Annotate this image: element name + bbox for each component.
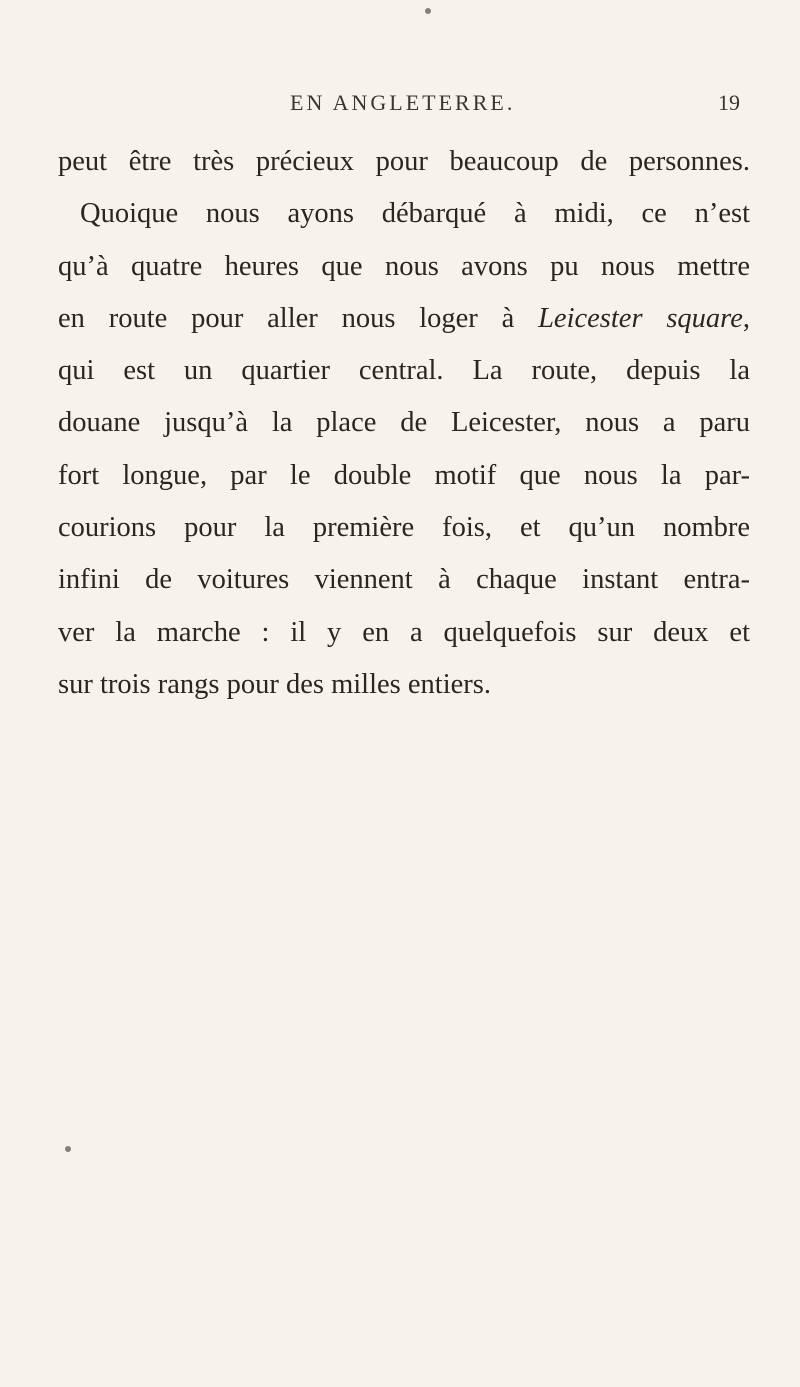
page-number: 19: [718, 90, 740, 115]
text-line: sur trois rangs pour des milles entiers.: [58, 668, 491, 700]
paper-speck: [425, 8, 431, 14]
text-line: courions pour la première fois, et qu’un nombre: [58, 512, 750, 544]
text-line: qu’à quatre heures que nous avons pu nous mettre: [58, 250, 750, 282]
italic-place-name: Leicester square: [538, 302, 743, 334]
paper-speck: [65, 1146, 71, 1152]
text-line: en route pour aller nous loger à Leicester square,: [58, 302, 750, 334]
text-line: fort longue, par le double motif que nous la par-: [58, 459, 750, 491]
text-line: peut être très précieux pour beaucoup de personnes.: [58, 146, 750, 177]
text-line: Quoique nous ayons débarqué à midi, ce n’est: [80, 198, 750, 230]
text-line: douane jusqu’à la place de Leicester, nous a paru: [58, 407, 750, 439]
running-head: [60, 90, 740, 130]
text-line: qui est un quartier central. La route, depuis la: [58, 355, 750, 387]
running-title: EN ANGLETERRE.: [290, 90, 516, 115]
body-paragraph: [58, 136, 750, 711]
text-line: infini de voitures viennent à chaque instant entra-: [58, 564, 750, 596]
text-line: ver la marche : il y en a quelquefois sur deux et: [58, 616, 750, 648]
